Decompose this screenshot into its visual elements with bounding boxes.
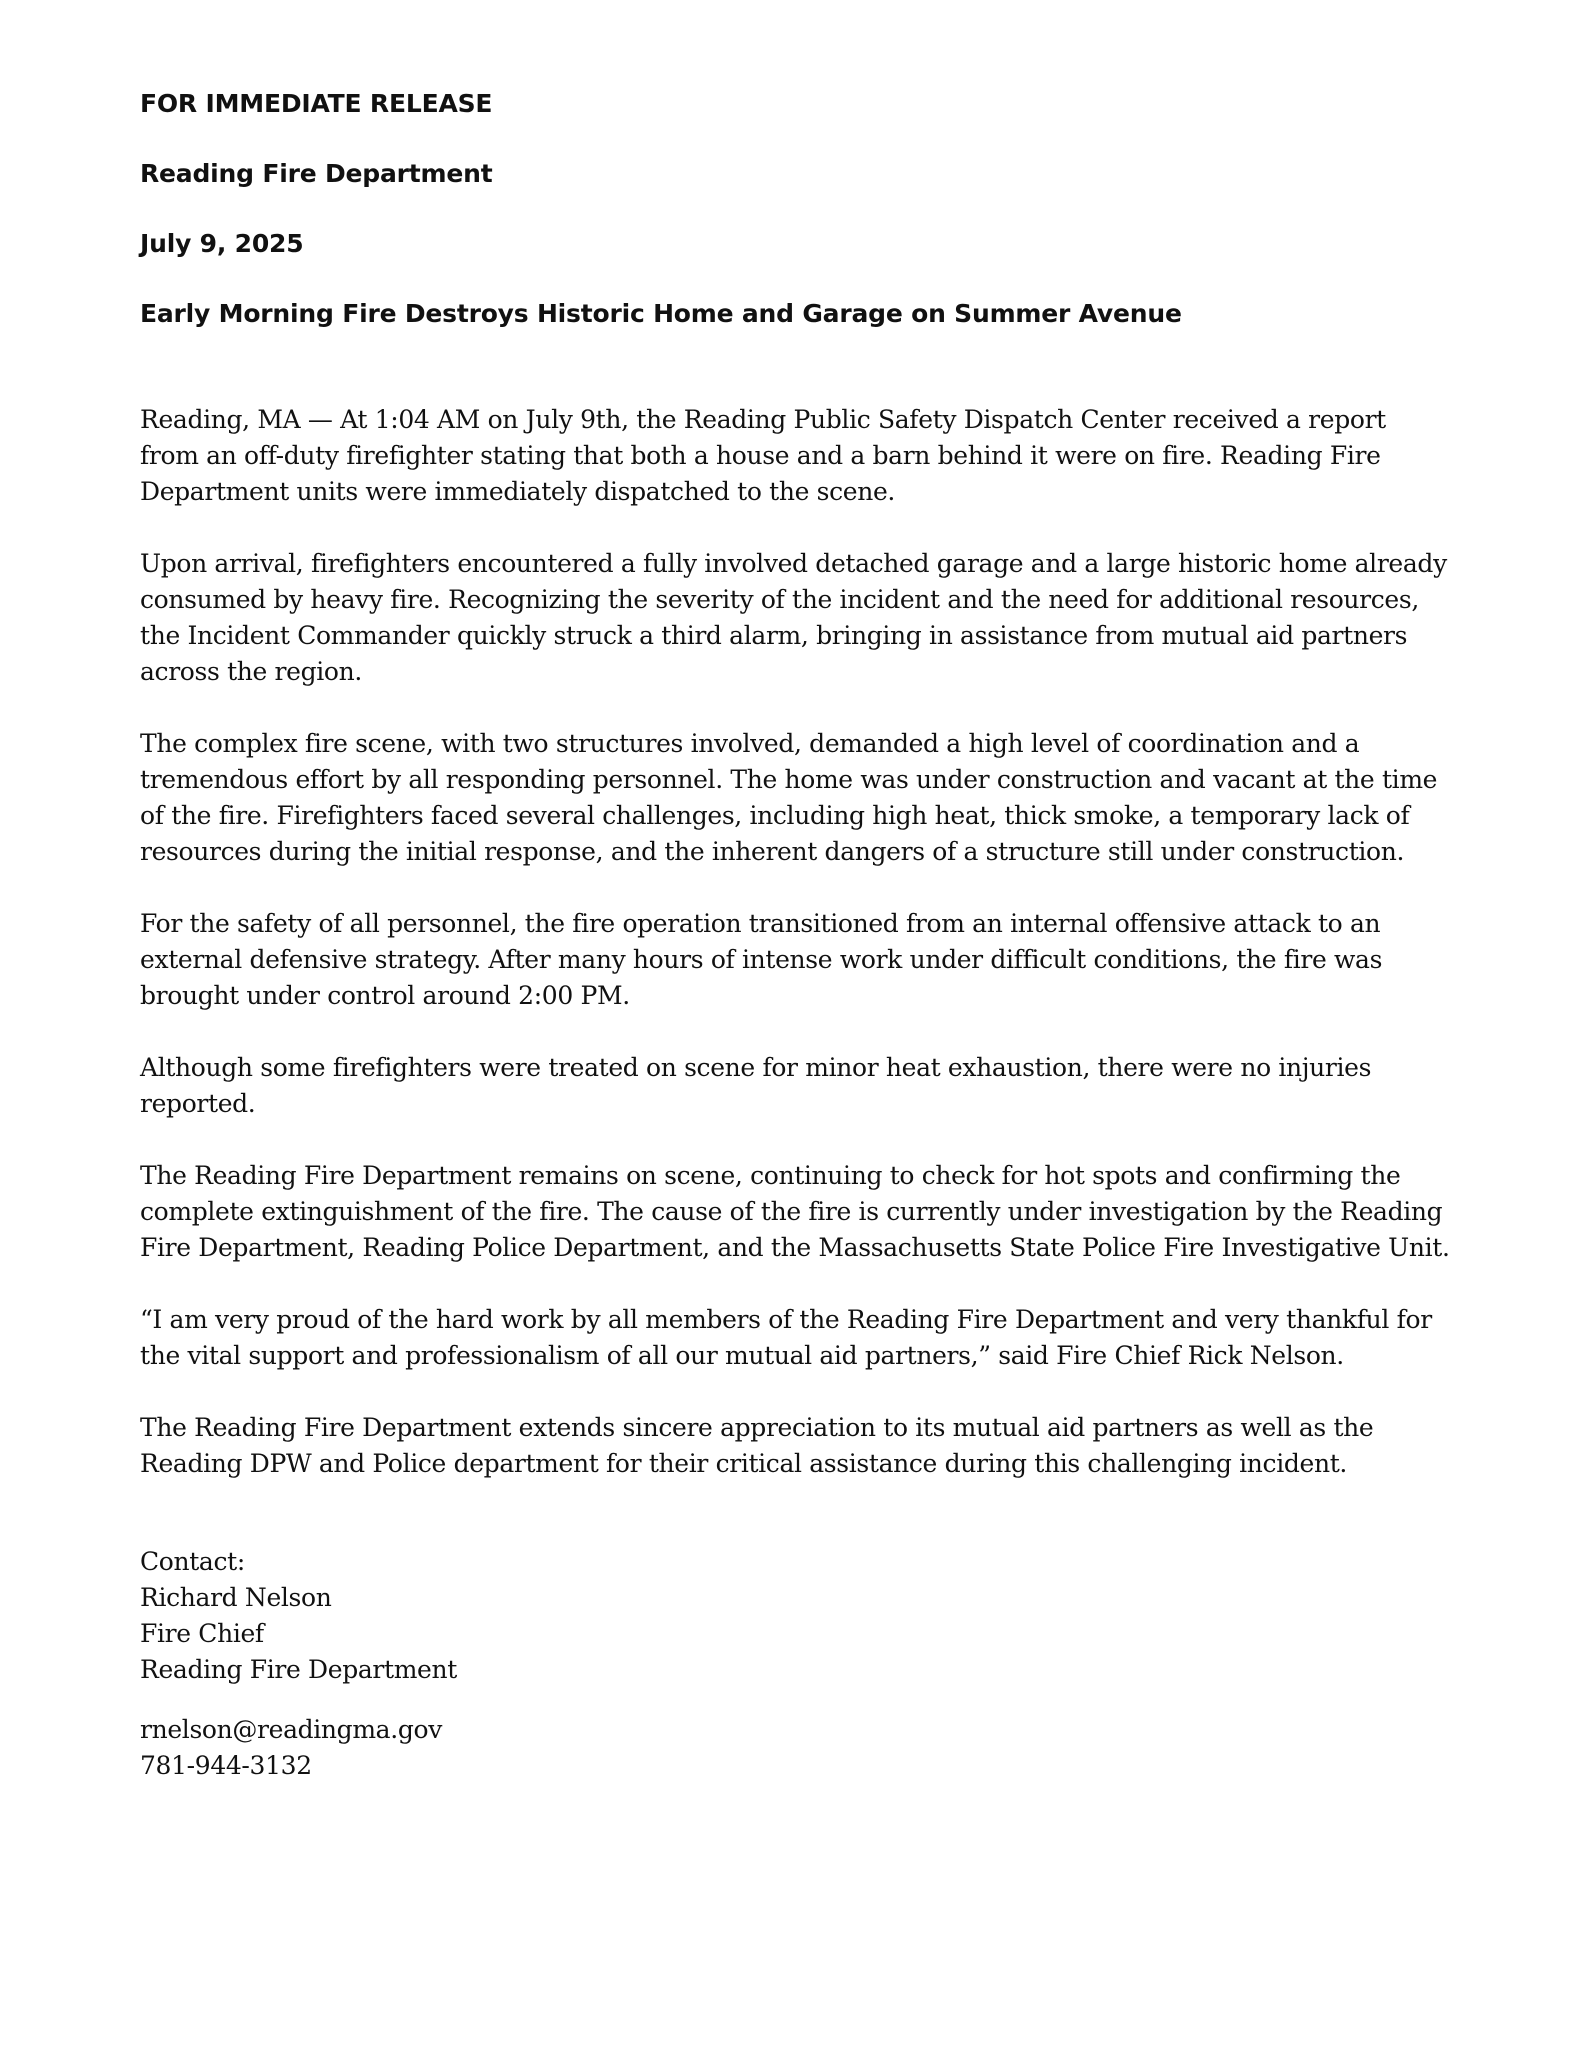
contact-phone: 781-944-3132 <box>140 1751 312 1780</box>
contact-name: Richard Nelson <box>140 1583 332 1612</box>
press-release <box>140 88 1450 1784</box>
contact-title: Fire Chief <box>140 1619 264 1648</box>
paragraph: The Reading Fire Department extends sincere appreciation to its mutual aid partners as well as the Reading DPW and Police department for their critical assistance during this challenging incident. <box>140 1413 1374 1478</box>
contact-spacer <box>140 1688 1450 1712</box>
paragraph: Upon arrival, firefighters encountered a fully involved detached garage and a large historic home already consumed by heavy fire. Recognizing the severity of the incident and the need for additional resources, the Incident Commander quickly struck a third alarm, bringing in assistance from mutual aid partners across the region. <box>140 549 1447 686</box>
paragraph: Although some firefighters were treated on scene for minor heat exhaustion, there were no injuries reported. <box>140 1053 1372 1118</box>
organization-name: Reading Fire Department <box>140 159 493 188</box>
release-body <box>140 402 1450 1784</box>
contact-block <box>140 1544 1450 1784</box>
release-date: July 9, 2025 <box>140 229 304 258</box>
paragraph: The complex fire scene, with two structures involved, demanded a high level of coordination and a tremendous effort by all responding personnel. The home was under construction and vacant at the time of the fire. Firefighters faced several challenges, including high heat, thick smoke, a temporary lack of resources during the initial response, and the inherent dangers of a structure still under construction. <box>140 729 1438 866</box>
contact-department: Reading Fire Department <box>140 1655 457 1684</box>
contact-label: Contact: <box>140 1547 245 1576</box>
paragraph: For the safety of all personnel, the fire operation transitioned from an internal offensive attack to an external defensive strategy. After many hours of intense work under difficult conditions, the fire was brought under control around 2:00 PM. <box>140 909 1383 1010</box>
release-label: FOR IMMEDIATE RELEASE <box>140 89 493 118</box>
quote-paragraph: “I am very proud of the hard work by all members of the Reading Fire Department and very thankful for the vital support and professionalism of all our mutual aid partners,” said Fire Chief Rick Nelson. <box>140 1305 1432 1370</box>
contact-email[interactable]: rnelson@readingma.gov <box>140 1715 442 1744</box>
paragraph: Reading, MA — At 1:04 AM on July 9th, the Reading Public Safety Dispatch Center received a report from an off-duty firefighter stating that both a house and a barn behind it were on fire. Reading Fire Department units were immediately dispatched to the scene. <box>140 405 1386 506</box>
headline: Early Morning Fire Destroys Historic Home and Garage on Summer Avenue <box>140 299 1182 328</box>
paragraph: The Reading Fire Department remains on scene, continuing to check for hot spots and confirming the complete extinguishment of the fire. The cause of the fire is currently under investigation by the Reading Fire Department, Reading Police Department, and the Massachusetts State Police Fire Investigative Unit. <box>140 1161 1450 1262</box>
